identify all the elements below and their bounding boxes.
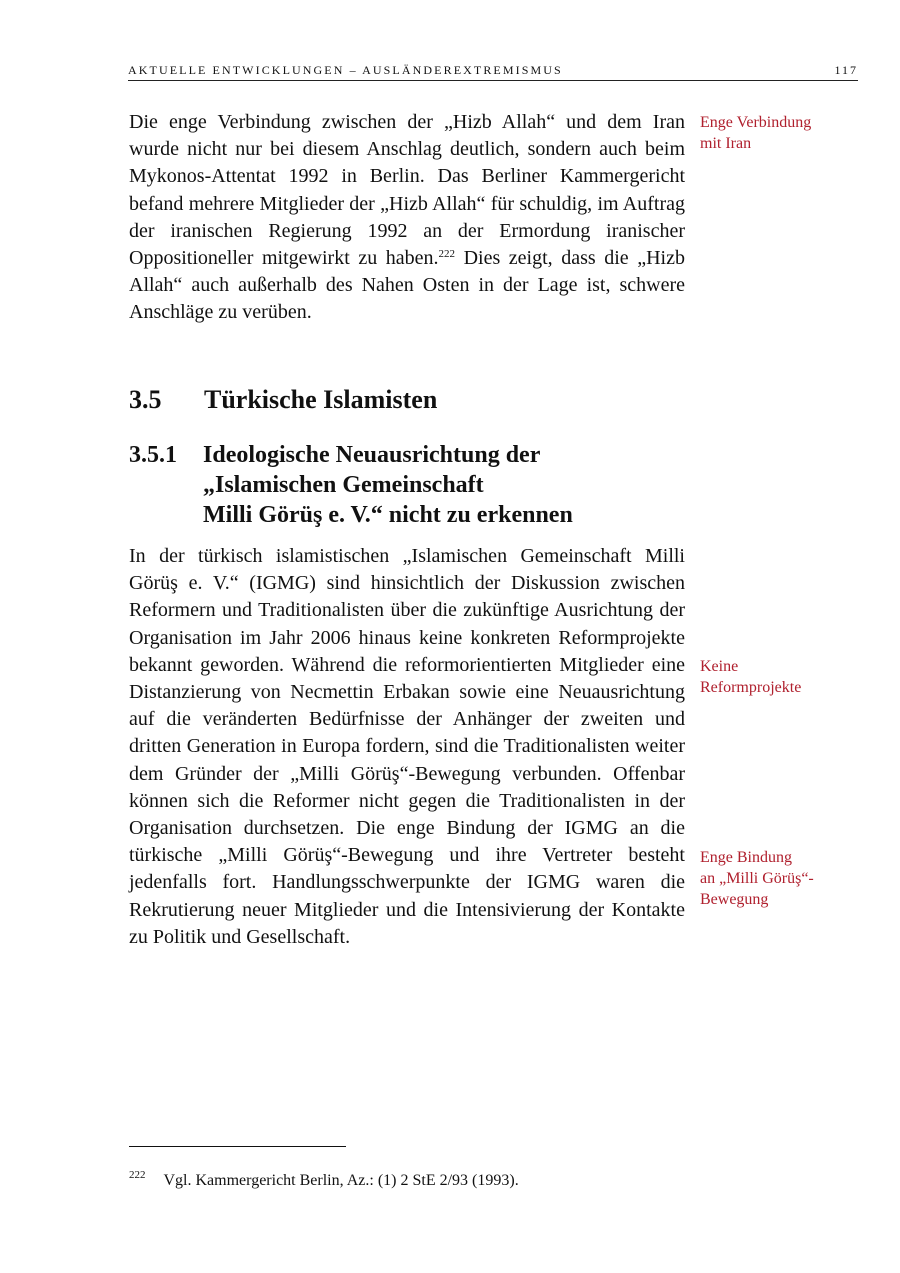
subsection-title-line: Milli Görüş e. V.“ nicht zu erkennen bbox=[203, 502, 573, 528]
subsection-title-line: Ideologische Neuausrichtung der bbox=[203, 442, 541, 468]
footnote-reference[interactable]: 222 bbox=[438, 248, 456, 261]
paragraph-text: Dies zeigt, dass die „Hizb Allah“ auch außerhalb des Nahen Osten in der Lage ist, schwere Anschläge zu verüben. bbox=[129, 247, 685, 324]
running-title: AKTUELLE ENTWICKLUNGEN – AUSLÄNDEREXTREMISMUS bbox=[128, 63, 563, 77]
margin-note-line: mit Iran bbox=[700, 135, 752, 152]
subsection-title-line: „Islamischen Gemeinschaft bbox=[203, 472, 484, 498]
margin-note-enge-bindung bbox=[700, 847, 850, 910]
footnote bbox=[129, 1165, 519, 1191]
margin-note-line: Enge Bindung bbox=[700, 849, 792, 866]
section-title: Türkische Islamisten bbox=[204, 385, 438, 414]
footnote-number: 222 bbox=[129, 1169, 146, 1181]
margin-note-line: Reformprojekte bbox=[700, 679, 802, 696]
footnote-divider bbox=[129, 1146, 346, 1147]
section-heading bbox=[129, 383, 437, 417]
margin-note-keine-reformprojekte bbox=[700, 656, 850, 698]
margin-note-line: Bewegung bbox=[700, 891, 769, 908]
footnote-text: Vgl. Kammergericht Berlin, Az.: (1) 2 StE 2/93 (1993). bbox=[163, 1172, 519, 1189]
subsection-title bbox=[203, 440, 723, 530]
margin-note-enge-verbindung bbox=[700, 112, 850, 154]
margin-note-line: Keine bbox=[700, 658, 739, 675]
subsection-heading bbox=[129, 440, 723, 530]
running-header bbox=[128, 63, 858, 81]
margin-note-line: Enge Verbindung bbox=[700, 114, 812, 131]
paragraph-text: Die enge Verbindung zwischen der „Hizb Allah“ und dem Iran wurde nicht nur bei diesem Anschlag deutlich, sondern auch beim Mykonos-Attentat 1992 in Berlin. Das Berliner Kammergericht befand mehrere Mitglieder der „Hizb Allah“ für schuldig, im Auftrag der iranischen Regierung 1992 an der Ermordung iranischer Oppositioneller mitgewirkt zu haben. bbox=[129, 111, 685, 270]
paragraph-hizb-allah-iran bbox=[129, 109, 685, 327]
paragraph-igmg: In der türkisch islamistischen „Islamischen Gemeinschaft Milli Görüş e. V.“ (IGMG) sind hinsichtlich der Diskussion zwischen Reformern und Traditionalisten über die zukünftige Ausrichtung der Organisation im Jahr 2006 hinaus keine konkreten Reformprojekte bekannt geworden. Während die reformorientierten Mitglieder eine Distanzierung von Necmettin Erbakan sowie eine Neuausrichtung auf die veränderten Bedürfnisse der Anhänger der zweiten und dritten Generation in Europa fordern, sind die Traditionalisten weiter dem Gründer der „Milli Görüş“-Bewegung verbunden. Offenbar können sich die Reformer nicht gegen die Traditionalisten in der Organisation durchsetzen. Die enge Bindung der IGMG an die türkische „Milli Görüş“-Bewegung und ihre Vertreter besteht jedenfalls fort. Handlungsschwerpunkte der IGMG waren die Rekrutierung neuer Mitglieder und die Intensivierung der Kontakte zu Politik und Gesellschaft. bbox=[129, 545, 685, 948]
page-number: 117 bbox=[834, 63, 858, 77]
subsection-number: 3.5.1 bbox=[129, 442, 177, 468]
margin-note-line: an „Milli Görüş“- bbox=[700, 870, 814, 887]
section-number: 3.5 bbox=[129, 385, 162, 414]
